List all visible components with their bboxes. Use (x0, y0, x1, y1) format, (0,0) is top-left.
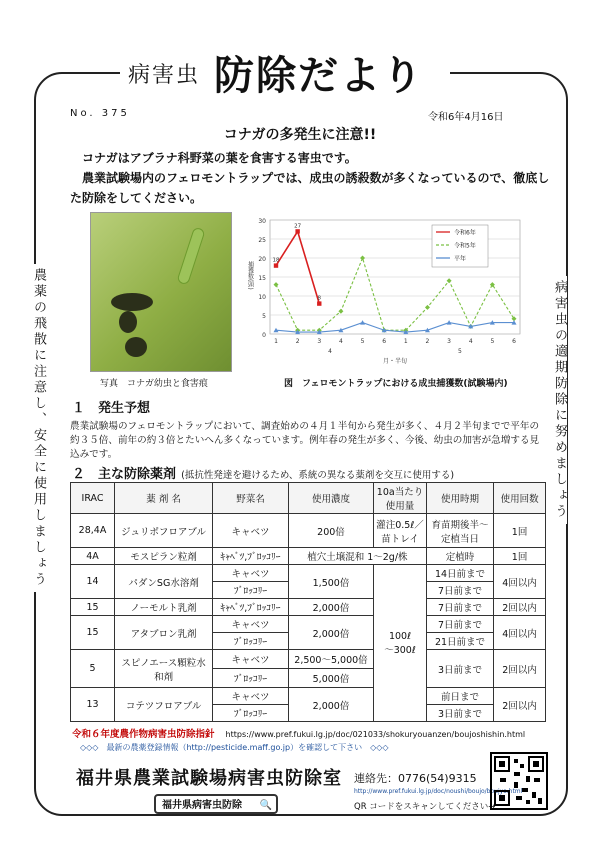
qr-code-icon[interactable] (490, 752, 548, 810)
x-tick-label: 2 (425, 338, 430, 345)
issue-date: 令和6年4月16日 (428, 112, 504, 123)
section-2-heading: ２ 主な防除薬剤 (72, 467, 177, 482)
x-tick-label: 1 (274, 338, 278, 345)
section-2-heading-wrap (72, 463, 454, 482)
volume-cell: 100ℓ 〜300ℓ (374, 565, 427, 722)
search-icon[interactable]: 🔍 (259, 800, 272, 811)
section-1-heading: １ 発生予想 (72, 401, 151, 416)
month-label: 4 (328, 348, 333, 355)
data-point (274, 263, 278, 267)
larva-icon (176, 227, 205, 286)
contact: 連絡先：0776(54)9315 (354, 772, 477, 785)
x-tick-label: 3 (317, 338, 322, 345)
x-tick-label: 4 (468, 338, 473, 345)
x-tick-label: 2 (295, 338, 300, 345)
lead-line-2: 農業試験場内のフェロモントラップでは、成虫の誘殺数が多くなっているので、徹底し (82, 171, 550, 185)
lead-line-1: コナガはアブラナ科野菜の葉を食害する害虫です。 (82, 151, 357, 165)
y-tick-label: 25 (258, 237, 266, 244)
chart-caption: 図 フェロモントラップにおける成虫捕獲数(試験場内) (284, 379, 508, 389)
chart-area (240, 212, 532, 372)
legend-label: 令和5年 (454, 242, 476, 250)
col-irac: IRAC (71, 483, 115, 514)
guide-line (72, 726, 552, 740)
right-vertical-note: 病害虫の適期防除に努めましょう (551, 276, 567, 524)
search-box[interactable] (154, 794, 278, 814)
page-title: コナガの多発生に注意!! (223, 127, 377, 143)
org-name: 福井県農業試験場病害虫防除室 (76, 768, 342, 789)
larva-photo (90, 212, 232, 372)
y-tick-label: 5 (262, 313, 266, 320)
data-label: 27 (294, 223, 302, 230)
footer-url[interactable]: http://www.pref.fukui.lg.jp/doc/noushi/boujo/boujyo.html (354, 788, 523, 795)
search-text: 福井県病害虫防除 (162, 800, 242, 811)
y-tick-label: 0 (262, 332, 266, 339)
legend-label: 平年 (454, 255, 467, 263)
issue-number: No. 375 (70, 108, 130, 119)
table-row: 14 パダンSG水溶剤 キャベツ 1,500倍 100ℓ 〜300ℓ 14日前まで 4回以内 (71, 565, 546, 582)
col-vegetable: 野菜名 (213, 483, 289, 514)
y-tick-label: 20 (258, 256, 266, 263)
y-tick-label: 15 (258, 275, 266, 282)
left-vertical-note: 農薬の飛散に注意し、安全に使用しましょう (30, 264, 46, 592)
x-axis-label: 月・半旬 (382, 358, 408, 365)
col-volume: 10a当たり使用量 (374, 483, 427, 514)
pesticide-notice: ◇◇◇ 最新の農薬登録情報（http://pesticide.maff.go.jp）を確認して下さい ◇◇◇ (80, 743, 389, 752)
legend-label: 令和6年 (454, 229, 476, 237)
table-row: 15 アタブロン乳剤 キャベツ 2,000倍 7日前まで 4回以内 (71, 616, 546, 633)
x-tick-label: 4 (338, 338, 343, 345)
pesticide-table: IRAC 薬 剤 名 野菜名 使用濃度 10a当たり使用量 使用時期 使用回数 28,4A ジュリボフロアブル キャベツ 200倍 灌注0.5ℓ／苗トレイ 育苗期後半〜定植当日 1回 4A モスピラン粒剤 ｷｬﾍﾞﾂ,ﾌﾞﾛｯｺﾘｰ 植穴土壌混和 1〜2g/株 定植時 1回 14 パダンSG水溶剤 キャベツ 1,500倍 100ℓ 〜300ℓ 14日前まで 4回以内 ﾌﾞﾛｯｺﾘｰ 7日前まで 15 ノーモルト乳剤 ｷｬﾍﾞﾂ,ﾌﾞﾛｯｺﾘｰ 2,000倍 7日前まで 2回以内 15 アタブロン乳剤 キャベツ 2,000倍 7日前まで 4回以内 ﾌﾞﾛｯｺﾘｰ 21日前まで 5 スピノエース顆粒水和剤 キャベツ 2,500〜5,000倍 3日前まで 2回以内 ﾌﾞﾛｯｺﾘｰ 5,000倍 13 コテツフロアブル キャベツ 2,000倍 前日まで 2回以内 ﾌﾞﾛｯｺﾘｰ 3日前まで (70, 482, 546, 722)
header-title: 防除だより (214, 53, 424, 99)
section-2-note: (抵抗性発達を避けるため、系統の異なる薬剤を交互に使用する) (181, 470, 455, 481)
table-row: 4A モスピラン粒剤 ｷｬﾍﾞﾂ,ﾌﾞﾛｯｺﾘｰ 植穴土壌混和 1〜2g/株 定植時 1回 (71, 548, 546, 565)
x-tick-label: 6 (512, 338, 516, 345)
x-tick-label: 5 (490, 338, 495, 345)
month-label: 5 (457, 348, 462, 355)
data-label: 8 (317, 295, 322, 302)
table-row: 28,4A ジュリボフロアブル キャベツ 200倍 灌注0.5ℓ／苗トレイ 育苗期後半〜定植当日 1回 (71, 514, 546, 548)
y-axis-label: 捕獲数(頭) (246, 261, 254, 290)
data-label: 18 (272, 257, 280, 264)
col-count: 使用回数 (494, 483, 546, 514)
photo-caption: 写真 コナガ幼虫と食害痕 (100, 379, 208, 389)
x-tick-label: 5 (360, 338, 365, 345)
x-tick-label: 6 (382, 338, 387, 345)
section-1-text: 農業試験場のフェロモントラップにおいて、調査始めの４月１半旬から発生が多く、４月２半旬までで平年の約３５倍、前年の約３倍とたいへん多くなっています。例年春の発生が多く、今後、幼虫の加害が急増する見込みです。 (70, 421, 540, 460)
lead-line-3: た防除をしてください。 (70, 191, 203, 205)
col-drug-name: 薬 剤 名 (115, 483, 213, 514)
data-point (317, 301, 321, 305)
qr-instruction: QR コードをスキャンしてください→ (354, 802, 496, 812)
table-row: 15 ノーモルト乳剤 ｷｬﾍﾞﾂ,ﾌﾞﾛｯｺﾘｰ 2,000倍 7日前まで 2回以内 (71, 599, 546, 616)
header-subtitle: 病害虫 (128, 63, 201, 88)
table-row: 13 コテツフロアブル キャベツ 2,000倍 前日まで 2回以内 (71, 688, 546, 705)
guide-label: 令和６年度農作物病害虫防除指針 (72, 729, 215, 740)
y-tick-label: 30 (258, 218, 266, 225)
x-tick-label: 1 (403, 338, 408, 345)
table-row: 5 スピノエース顆粒水和剤 キャベツ 2,500〜5,000倍 3日前まで 2回以内 (71, 650, 546, 669)
data-point (295, 229, 299, 233)
col-timing: 使用時期 (426, 483, 493, 514)
trap-chart (240, 212, 532, 372)
x-tick-label: 3 (447, 338, 452, 345)
guide-link[interactable]: https://www.pref.fukui.lg.jp/doc/021033/shokuryouanzen/boujoshishin.html (225, 730, 526, 739)
y-tick-label: 10 (258, 294, 266, 301)
col-concentration: 使用濃度 (288, 483, 373, 514)
